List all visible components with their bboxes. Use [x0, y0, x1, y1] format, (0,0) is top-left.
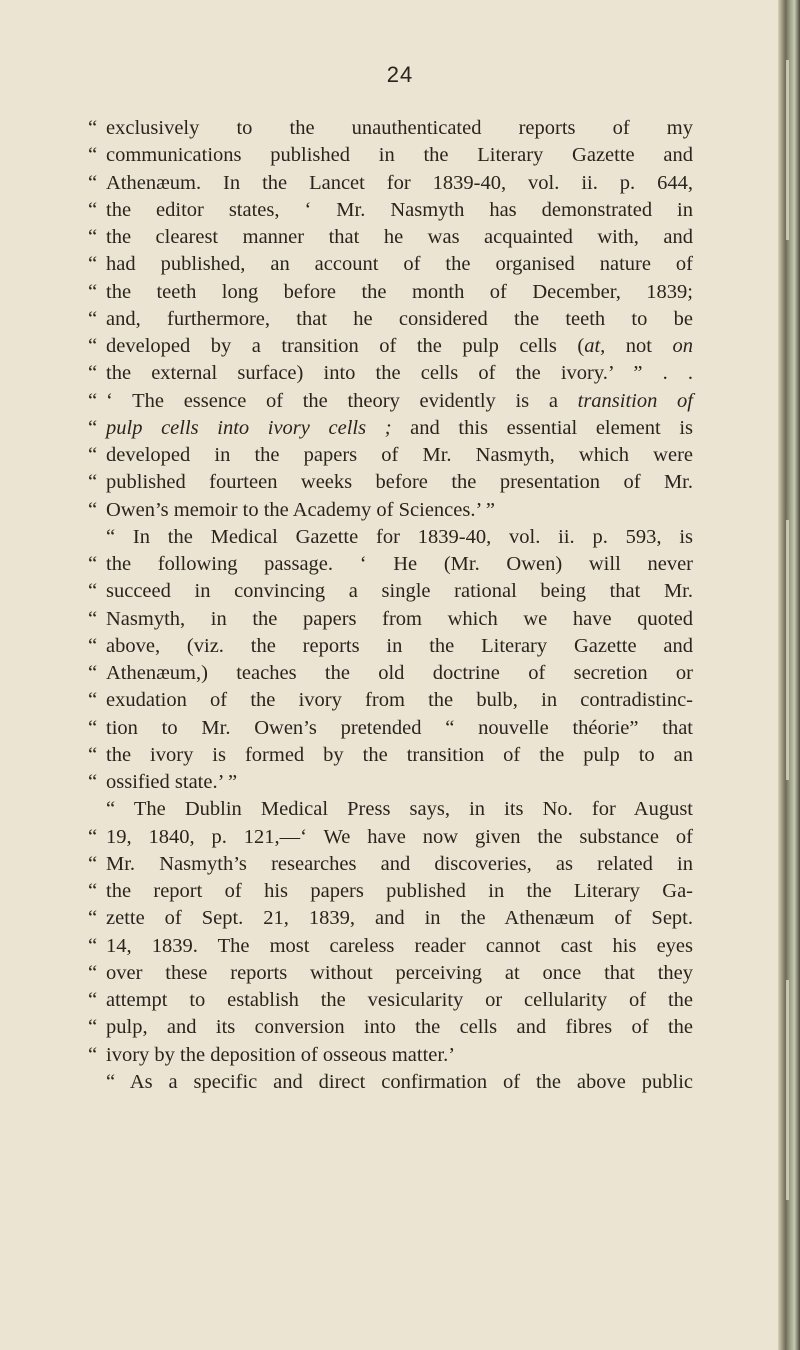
spine-streak [786, 980, 789, 1200]
text-line: “ 19, 1840, p. 121,—‘ We have now given the substance of [88, 825, 693, 848]
body-text [88, 115, 693, 1096]
text-line: “ developed in the papers of Mr. Nasmyth, which were [88, 444, 693, 466]
text-line: “ the clearest manner that he was acquainted with, and [88, 226, 693, 248]
text-line: “ attempt to establish the vesicularity or cellularity of the [88, 989, 693, 1011]
text-line: “ exudation of the ivory from the bulb, in contradistinc- [88, 689, 693, 712]
text-line: “ and, furthermore, that he considered the teeth to be [88, 307, 693, 330]
text-line: “ In the Medical Gazette for 1839-40, vol. ii. p. 593, is [106, 525, 693, 548]
spine-streak [786, 60, 789, 240]
text-line: “ the report of his papers published in the Literary Ga- [88, 880, 693, 902]
text-line: “ 14, 1839. The most careless reader cannot cast his eyes [88, 934, 693, 957]
text-line: “ ossified state.’ ” [88, 771, 238, 793]
text-line: “ the editor states, ‘ Mr. Nasmyth has demonstrated in [88, 198, 693, 221]
book-spine-edge [778, 0, 800, 1350]
text-line: “ Nasmyth, in the papers from which we have quoted [88, 607, 693, 630]
text-line: “ pulp, and its conversion into the cells and fibres of the [88, 1016, 693, 1039]
text-line: “ the external surface) into the cells of the ivory.’ ” . . [88, 362, 693, 385]
text-line: “ ivory by the deposition of osseous matter.’ [88, 1043, 456, 1066]
text-line: “ zette of Sept. 21, 1839, and in the Athenæum of Sept. [88, 907, 693, 930]
text-line: “ tion to Mr. Owen’s pretended “ nouvelle théorie” that [88, 716, 693, 739]
text-line: “ Athenæum,) teaches the old doctrine of secretion or [88, 662, 693, 684]
text-line: “ Athenæum. In the Lancet for 1839-40, vol. ii. p. 644, [88, 171, 693, 194]
text-line: “ succeed in convincing a single rational being that Mr. [88, 580, 693, 603]
text-line: “ Owen’s memoir to the Academy of Sciences.’ ” [88, 498, 495, 521]
text-line: “ published fourteen weeks before the presentation of Mr. [88, 471, 693, 494]
text-line: “ over these reports without perceiving at once that they [88, 961, 693, 984]
text-line: “ the ivory is formed by the transition of the pulp to an [88, 743, 693, 766]
text-line: “ had published, an account of the organised nature of [88, 253, 693, 276]
text-line: “ developed by a transition of the pulp cells (at, not on [88, 335, 693, 357]
text-line: “ As a specific and direct confirmation of the above public [106, 1070, 693, 1093]
text-line: “ pulp cells into ivory cells ; and this essential element is [88, 416, 693, 439]
text-line: “ The Dublin Medical Press says, in its No. for August [106, 798, 693, 821]
text-line: “ communications published in the Literary Gazette and [88, 144, 693, 167]
text-line: “ ‘ The essence of the theory evidently is a transition of [88, 389, 693, 412]
spine-streak [786, 520, 789, 780]
page-number: 24 [386, 62, 414, 87]
text-line: “ the following passage. ‘ He (Mr. Owen) will never [88, 553, 693, 575]
text-line: “ the teeth long before the month of December, 1839; [88, 280, 693, 303]
text-line: “ exclusively to the unauthenticated reports of my [88, 117, 693, 139]
text-line: “ Mr. Nasmyth’s researches and discoveries, as related in [88, 852, 693, 875]
text-line: “ above, (viz. the reports in the Literary Gazette and [88, 634, 693, 657]
